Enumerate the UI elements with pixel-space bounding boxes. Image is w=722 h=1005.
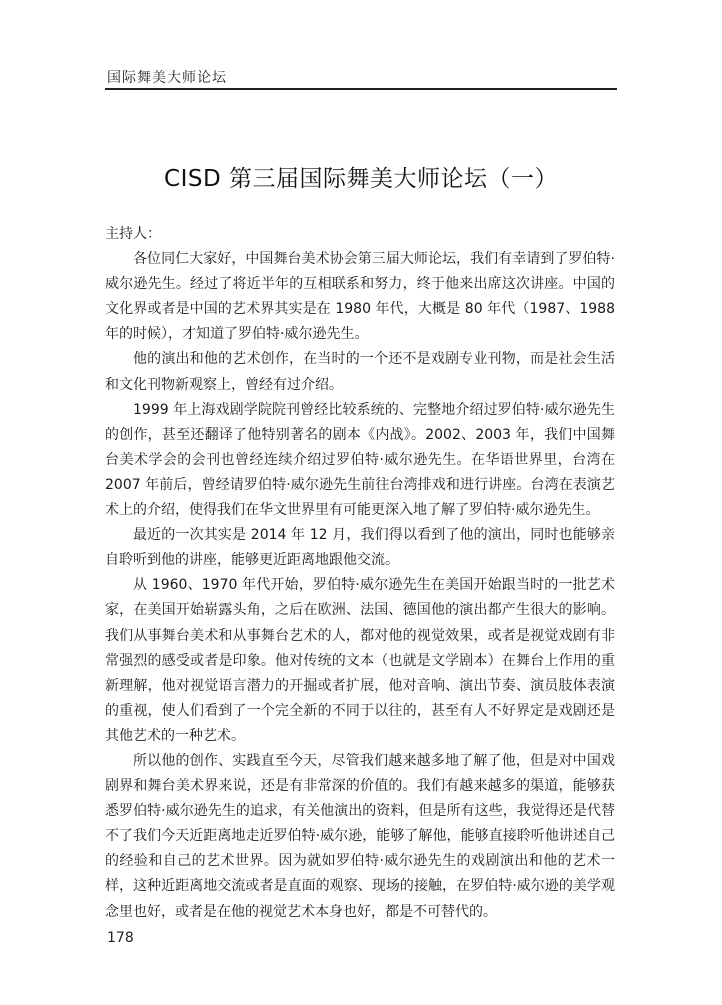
paragraph-4: 最近的一次其实是 2014 年 12 月，我们得以看到了他的演出，同时也能够亲自聆听到他的讲座，能够更近距离地跟他交流。 (105, 527, 615, 569)
speaker-label: 主持人： (105, 226, 161, 242)
article-title: CISD 第三届国际舞美大师论坛（一） (164, 166, 558, 192)
article-body (105, 222, 615, 925)
paragraph-1: 各位同仁大家好，中国舞台美术协会第三届大师论坛，我们有幸请到了罗伯特·威尔逊先生。经过了将近半年的互相联系和努力，终于他来出席这次讲座。中国的文化界或者是中国的艺术界其实是在 1980 年代，大概是 80 年代（1987、1988 年的时候），才知道了罗伯特·威尔逊先生。 (105, 251, 615, 343)
page-number: 178 (107, 930, 134, 946)
paragraph-3: 1999 年上海戏剧学院院刊曾经比较系统的、完整地介绍过罗伯特·威尔逊先生的创作，甚至还翻译了他特别著名的剧本《内战》。2002、2003 年，我们中国舞台美术学会的会刊也曾经连续介绍过罗伯特·威尔逊先生。在华语世界里，台湾在 2007 年前后，曾经请罗伯特·威尔逊先生前往台湾排戏和进行讲座。台湾在表演艺术上的介绍，使得我们在华文世界里有可能更深入地了解了罗伯特·威尔逊先生。 (105, 401, 615, 519)
header-divider (105, 88, 617, 90)
paragraph-5: 从 1960、1970 年代开始，罗伯特·威尔逊先生在美国开始跟当时的一批艺术家，在美国开始崭露头角，之后在欧洲、法国、德国他的演出都产生很大的影响。我们从事舞台美术和从事舞台艺术的人，都对他的视觉效果，或者是视觉戏剧有非常强烈的感受或者是印象。他对传统的文本（也就是文学剧本）在舞台上作用的重新理解，他对视觉语言潜力的开掘或者扩展，他对音响、演出节奏、演员肢体表演的重视，使人们看到了一个完全新的不同于以往的，甚至有人不好界定是戏剧还是其他艺术的一种艺术。 (105, 577, 615, 744)
paragraph-2: 他的演出和他的艺术创作，在当时的一个还不是戏剧专业刊物，而是社会生活和文化刊物新观察上，曾经有过介绍。 (105, 351, 615, 393)
running-head-title: 国际舞美大师论坛 (107, 70, 227, 86)
paragraph-6: 所以他的创作、实践直至今天，尽管我们越来越多地了解了他，但是对中国戏剧界和舞台美术界来说，还是有非常深的价值的。我们有越来越多的渠道，能够获悉罗伯特·威尔逊先生的追求，有关他演出的资料，但是所有这些，我觉得还是代替不了我们今天近距离地走近罗伯特·威尔逊，能够了解他，能够直接聆听他讲述自己的经验和自己的艺术世界。因为就如罗伯特·威尔逊先生的戏剧演出和他的艺术一样，这种近距离地交流或者是直面的观察、现场的接触，在罗伯特·威尔逊的美学观念里也好，或者是在他的视觉艺术本身也好，都是不可替代的。 (105, 752, 615, 920)
